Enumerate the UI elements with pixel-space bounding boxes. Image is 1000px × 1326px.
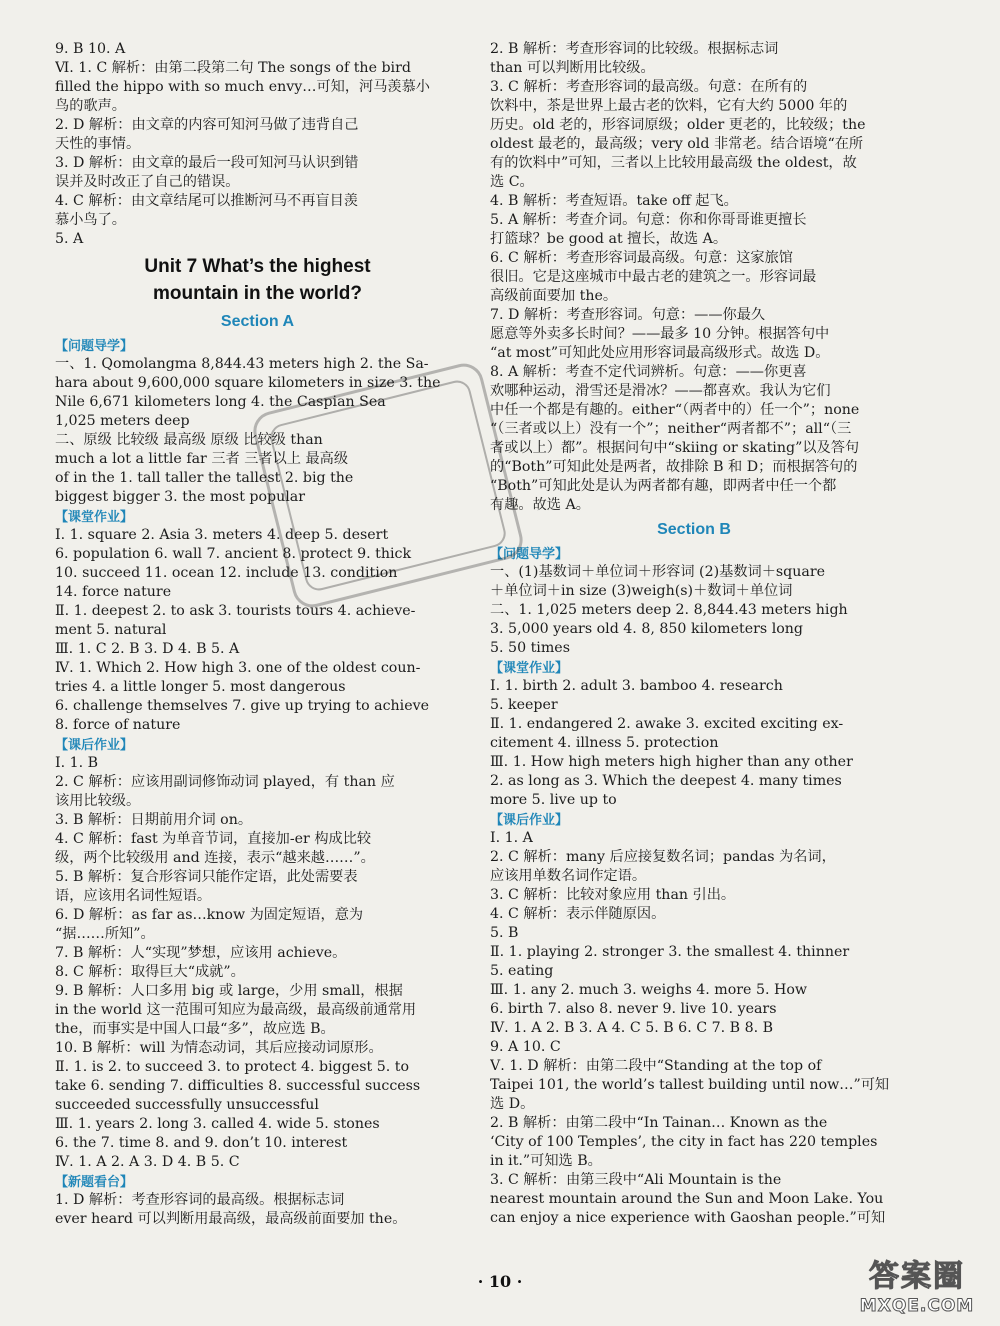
- text-line: 5. keeper: [490, 697, 558, 713]
- text-line: 选 C。: [490, 174, 534, 190]
- text-line: 10. succeed 11. ocean 12. include 13. condition: [55, 565, 398, 581]
- text-line: “（三者或以上）没有一个”；neither“两者都不”；all“（三: [490, 421, 852, 437]
- unit-title: mountain in the world?: [153, 283, 362, 304]
- page-number: · 10 ·: [477, 1272, 523, 1291]
- subsection-label: 【课堂作业】: [490, 660, 569, 675]
- subsection-label: 【课后作业】: [55, 737, 134, 752]
- text-line: Ⅳ. 1. A 2. A 3. D 4. B 5. C: [55, 1154, 240, 1170]
- text-line: tries 4. a little longer 5. most dangerous: [55, 679, 346, 695]
- text-line: 2. D 解析：由文章的内容可知河马做了违背自己: [55, 117, 359, 133]
- text-line: in the world 这一范围可知应为最高级，最高级前通常用: [55, 1002, 417, 1018]
- text-line: Ⅰ. 1. B: [55, 755, 99, 771]
- text-line: 1,025 meters deep: [55, 413, 190, 429]
- text-line: 8. C 解析：取得巨大“成就”。: [55, 964, 245, 980]
- text-line: 该用比较级。: [55, 793, 141, 809]
- text-line: ＋单位词＋in size (3)weigh(s)＋数词＋单位词: [490, 583, 793, 599]
- text-line: hara about 9,600,000 square kilometers in size 3. the: [55, 375, 441, 391]
- text-line: 3. C 解析：由第三段中“Ali Mountain is the: [490, 1172, 782, 1188]
- text-line: 3. C 解析：比较对象应用 than 引出。: [490, 887, 736, 903]
- text-line: 有的饮料中”可知，三者以上比较用最高级 the oldest，故: [490, 155, 857, 171]
- text-line: 2. B 解析：由第二段中“In Tainan… Known as the: [490, 1115, 828, 1131]
- subsection-label: 【问题导学】: [490, 546, 569, 561]
- text-line: 2. B 解析：考查形容词的比较级。根据标志词: [490, 41, 779, 57]
- text-line: 10. B 解析：will 为情态动词，其后应接动词原形。: [55, 1040, 383, 1056]
- text-line: 9. B 解析：人口多用 big 或 large，少用 small，根据: [55, 983, 403, 999]
- text-line: Ⅰ. 1. A: [490, 830, 533, 846]
- text-line: 14. force nature: [55, 584, 172, 600]
- text-line: 6. D 解析：as far as…know 为固定短语，意为: [55, 907, 364, 923]
- text-line: 4. C 解析：表示伴随原因。: [490, 906, 666, 922]
- watermark-url: MXQE.COM: [859, 1296, 975, 1316]
- text-line: 很旧。它是这座城市中最古老的建筑之一。形容词最: [490, 269, 817, 285]
- text-line: 语，应该用名词性短语。: [55, 888, 212, 904]
- text-line: 5. B 解析：复合形容词只能作定语，此处需要表: [55, 869, 358, 885]
- text-line: 者或以上）都”。根据问句中“skiing or skating”以及答句: [490, 440, 860, 456]
- unit-title: Unit 7 What’s the highest: [144, 256, 371, 277]
- text-line: 有趣。故选 A。: [490, 497, 590, 513]
- text-line: 饮料中，茶是世界上最古老的饮料，它有大约 5000 年的: [490, 98, 848, 114]
- text-line: than 可以判断用比较级。: [490, 60, 655, 76]
- text-line: citement 4. illness 5. protection: [490, 735, 719, 751]
- text-line: 9. A 10. C: [490, 1039, 561, 1055]
- text-line: 4. C 解析：fast 为单音节词，直接加-er 构成比较: [55, 831, 372, 847]
- text-line: 4. B 解析：考查短语。take off 起飞。: [490, 193, 738, 209]
- text-line: 打篮球？be good at 擅长，故选 A。: [490, 231, 728, 247]
- text-line: 级，两个比较级用 and 连接，表示“越来越……”。: [55, 850, 375, 866]
- text-line: filled the hippo with so much envy…可知，河马羡慕小: [55, 79, 430, 95]
- text-line: Ⅳ. 1. Which 2. How high 3. one of the oldest coun-: [55, 660, 421, 676]
- text-line: 5. A 解析：考查介词。句意：你和你哥哥谁更擅长: [490, 212, 807, 228]
- text-line: more 5. live up to: [490, 792, 617, 808]
- text-line: Ⅱ. 1. deepest 2. to ask 3. tourists tours 4. achieve-: [55, 603, 416, 619]
- text-line: ever heard 可以判断用最高级，最高级前面要加 the。: [55, 1211, 407, 1227]
- text-line: 8. A 解析：考查不定代词辨析。句意：——你更喜: [490, 364, 807, 380]
- text-line: Ⅳ. 1. A 2. B 3. A 4. C 5. B 6. C 7. B 8. B: [490, 1020, 774, 1036]
- text-line: Ⅰ. 1. square 2. Asia 3. meters 4. deep 5. desert: [55, 527, 389, 543]
- subsection-label: 【新题看台】: [55, 1174, 134, 1189]
- text-line: 历史。old 老的，形容词原级；older 更老的，比较级；the: [490, 117, 866, 133]
- text-line: biggest bigger 3. the most popular: [55, 489, 306, 505]
- text-line: 5. B: [490, 925, 519, 941]
- text-line: of in the 1. tall taller the tallest 2. big the: [55, 470, 354, 486]
- text-line: 1. D 解析：考查形容词的最高级。根据标志词: [55, 1192, 345, 1208]
- text-line: “at most”可知此处应用形容词最高级形式。故选 D。: [490, 345, 830, 361]
- text-line: 2. C 解析：应该用副词修饰动词 played，有 than 应: [55, 774, 395, 790]
- watermark-logo-text: 答案圈: [869, 1259, 965, 1294]
- left-column: [55, 40, 460, 1229]
- text-line: 一、1. Qomolangma 8,844.43 meters high 2. the Sa-: [55, 356, 429, 372]
- text-line: 误并及时改正了自己的错误。: [55, 174, 240, 190]
- text-line: Ⅱ. 1. is 2. to succeed 3. to protect 4. biggest 5. to: [55, 1059, 409, 1075]
- text-line: 的“Both”可知此处是两者，故排除 B 和 D；而根据答句的: [490, 459, 858, 475]
- text-line: 5. A: [55, 231, 84, 247]
- text-line: Ⅲ. 1. years 2. long 3. called 4. wide 5. stones: [55, 1116, 380, 1132]
- subsection-label: 【课后作业】: [490, 812, 569, 827]
- text-line: 2. C 解析：many 后应接复数名词；pandas 为名词，: [490, 849, 836, 865]
- text-line: Ⅲ. 1. any 2. much 3. weighs 4. more 5. How: [490, 982, 808, 998]
- text-line: “据……所知”。: [55, 926, 155, 942]
- text-line: 愿意等外卖多长时间？——最多 10 分钟。根据答句中: [490, 326, 830, 342]
- text-line: Nile 6,671 kilometers long 4. the Caspian Sea: [55, 394, 386, 410]
- text-line: nearest mountain around the Sun and Moon Lake. You: [490, 1191, 884, 1207]
- text-line: Ⅴ. 1. D 解析：由第二段中“Standing at the top of: [490, 1058, 822, 1074]
- text-line: ‘City of 100 Temples’, the city in fact has 220 temples: [490, 1134, 878, 1150]
- text-line: 3. D 解析：由文章的最后一段可知河马认识到错: [55, 155, 359, 171]
- text-line: 选 D。: [490, 1096, 535, 1112]
- text-line: ment 5. natural: [55, 622, 167, 638]
- section-heading: Section A: [220, 313, 295, 330]
- text-line: 一、(1)基数词＋单位词＋形容词 (2)基数词＋square: [490, 564, 826, 580]
- subsection-label: 【课堂作业】: [55, 509, 134, 524]
- site-watermark: [842, 1258, 992, 1320]
- text-line: 6. C 解析：考查形容词最高级。句意：这家旅馆: [490, 250, 793, 266]
- text-line: 3. B 解析：日期前用介词 on。: [55, 812, 253, 828]
- text-line: 3. C 解析：考查形容词的最高级。句意：在所有的: [490, 79, 808, 95]
- text-line: Ⅲ. 1. C 2. B 3. D 4. B 5. A: [55, 641, 240, 657]
- text-line: the，而事实是中国人口最“多”，故应选 B。: [55, 1021, 335, 1037]
- text-line: 6. challenge themselves 7. give up trying to achieve: [55, 698, 430, 714]
- text-line: 应该用单数名词作定语。: [490, 868, 647, 884]
- text-line: oldest 最老的，最高级；very old 非常老。结合语境“在所: [490, 136, 864, 152]
- text-line: Ⅵ. 1. C 解析：由第二段第二句 The songs of the bird: [55, 60, 411, 76]
- text-line: 高级前面要加 the。: [490, 288, 618, 304]
- text-line: can enjoy a nice experience with Gaoshan people.”可知: [490, 1210, 886, 1226]
- text-line: 6. birth 7. also 8. never 9. live 10. years: [490, 1001, 777, 1017]
- text-line: 8. force of nature: [55, 717, 181, 733]
- text-line: Ⅱ. 1. endangered 2. awake 3. excited exciting ex-: [490, 716, 844, 732]
- text-line: succeeded successfully unsuccessful: [55, 1097, 319, 1113]
- text-line: 慕小鸟了。: [55, 212, 126, 228]
- text-line: 中任一个都是有趣的。either“（两者中的）任一个”；none: [490, 402, 860, 418]
- text-line: 4. C 解析：由文章结尾可以推断河马不再盲目羡: [55, 193, 358, 209]
- text-line: 9. B 10. A: [55, 41, 126, 57]
- text-line: take 6. sending 7. difficulties 8. successful success: [55, 1078, 421, 1094]
- text-line: Ⅲ. 1. How high meters high higher than any other: [490, 754, 853, 770]
- text-line: “Both”可知此处是认为两者都有趣，即两者中任一个都: [490, 478, 837, 494]
- text-line: Ⅰ. 1. birth 2. adult 3. bamboo 4. research: [490, 678, 783, 694]
- text-line: 6. the 7. time 8. and 9. don’t 10. interest: [55, 1135, 348, 1151]
- text-line: 7. D 解析：考查形容词。句意：——你最久: [490, 307, 766, 323]
- subsection-label: 【问题导学】: [55, 338, 134, 353]
- text-line: 二、原级 比较级 最高级 原级 比较级 than: [55, 432, 323, 448]
- section-heading: Section B: [657, 521, 731, 538]
- text-line: in it.”可知选 B。: [490, 1153, 602, 1169]
- text-line: 5. 50 times: [490, 640, 570, 656]
- text-line: 3. 5,000 years old 4. 8, 850 kilometers long: [490, 621, 803, 637]
- text-line: 6. population 6. wall 7. ancient 8. protect 9. thick: [55, 546, 412, 562]
- text-line: 天性的事情。: [55, 136, 141, 152]
- text-line: Taipei 101, the world’s tallest building until now…”可知: [490, 1077, 890, 1093]
- text-line: Ⅱ. 1. playing 2. stronger 3. the smallest 4. thinner: [490, 944, 850, 960]
- text-line: 鸟的歌声。: [55, 98, 126, 114]
- text-line: 二、1. 1,025 meters deep 2. 8,844.43 meters high: [490, 602, 848, 618]
- text-line: much a lot a little far 三者 三者以上 最高级: [55, 451, 349, 467]
- text-line: 5. eating: [490, 963, 554, 979]
- right-column: [490, 40, 898, 1228]
- text-line: 7. B 解析：人“实现”梦想，应该用 achieve。: [55, 945, 347, 961]
- text-line: 2. as long as 3. Which the deepest 4. many times: [490, 773, 842, 789]
- text-line: 欢哪种运动，滑雪还是滑冰？——都喜欢。我认为它们: [490, 383, 831, 399]
